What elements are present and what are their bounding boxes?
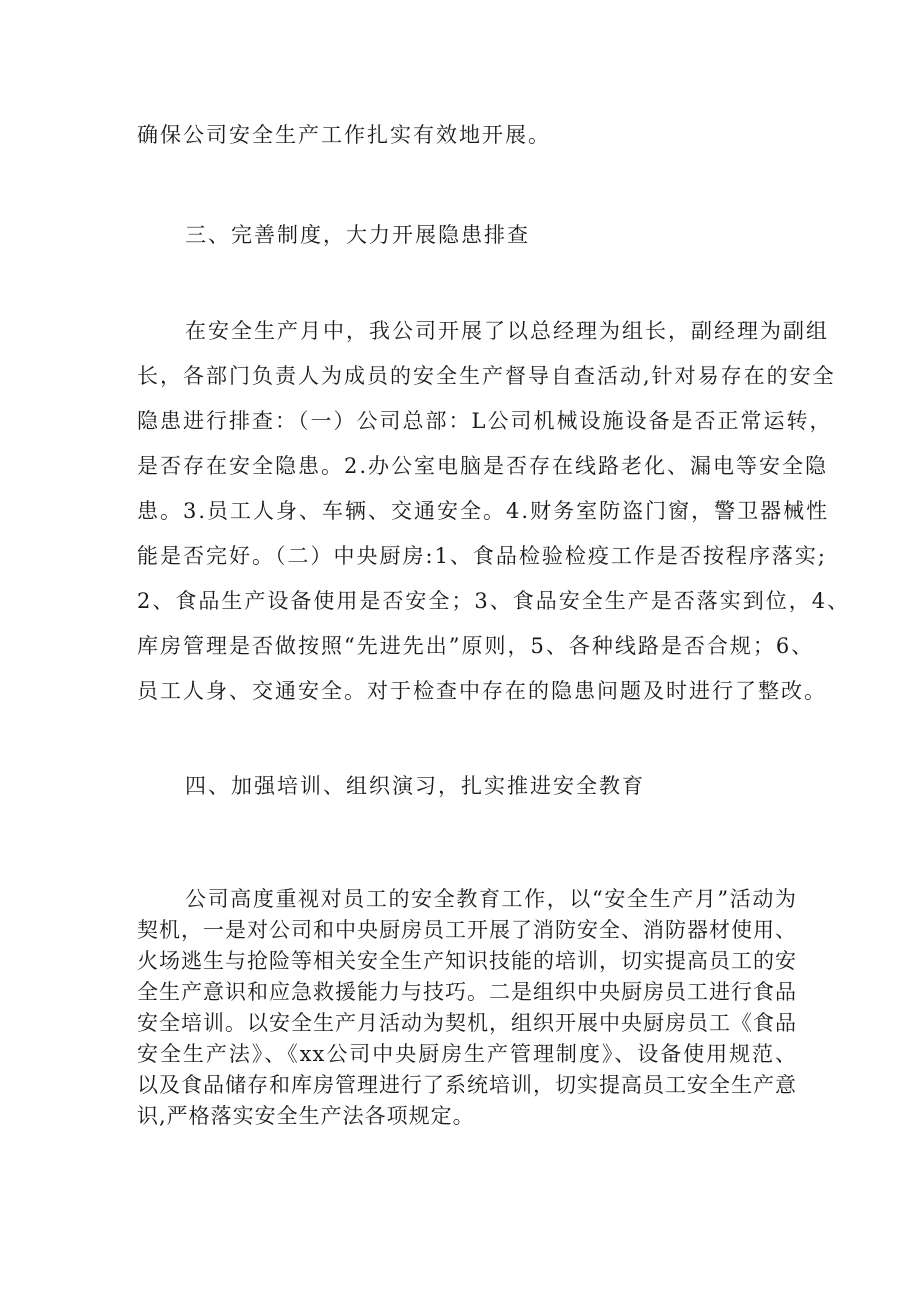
paragraph-line: 契机，一是对公司和中央厨房员工开展了消防安全、消防器材使用、 [137, 918, 797, 942]
paragraph-line: 2、食品生产设备使用是否安全；3、食品安全生产是否落实到位，4、 [137, 589, 851, 613]
intro-line: 确保公司安全生产工作扎实有效地开展。 [137, 123, 551, 147]
paragraph-line: 隐患进行排查：（一）公司总部：L公司机械设施设备是否正常运转， [137, 409, 833, 433]
section-3-heading: 三、完善制度，大力开展隐患排查 [185, 223, 530, 247]
paragraph-line: 能是否完好。（二）中央厨房:1、食品检验检疫工作是否按程序落实; [137, 544, 828, 568]
paragraph-line: 识,严格落实安全生产法各项规定。 [137, 1104, 475, 1128]
paragraph-line: 是否存在安全隐患。2.办公室电脑是否存在线路老化、漏电等安全隐 [137, 454, 829, 478]
paragraph-line: 以及食品储存和库房管理进行了系统培训，切实提高员工安全生产意 [137, 1073, 797, 1097]
paragraph-line: 公司高度重视对员工的安全教育工作，以“安全生产月”活动为 [185, 887, 797, 911]
paragraph-line: 库房管理是否做按照“先进先出”原则，5、各种线路是否合规；6、 [137, 634, 815, 658]
paragraph-line: 患。3.员工人身、车辆、交通安全。4.财务室防盗门窗，警卫器械性 [137, 499, 830, 523]
paragraph-line: 安全培训。以安全生产月活动为契机，组织开展中央厨房员工《食品 [137, 1011, 797, 1035]
paragraph-line: 火场逃生与抢险等相关安全生产知识技能的培训，切实提高员工的安 [137, 949, 797, 973]
paragraph-line: 员工人身、交通安全。对于检查中存在的隐患问题及时进行了整改。 [137, 679, 827, 703]
paragraph-line: 安全生产法》、《xx公司中央厨房生产管理制度》、设备使用规范、 [137, 1042, 797, 1066]
paragraph-line: 在安全生产月中，我公司开展了以总经理为组长，副经理为副组 [185, 319, 829, 343]
section-4-heading: 四、加强培训、组织演习，扎实推进安全教育 [185, 774, 645, 798]
paragraph-line: 全生产意识和应急救援能力与技巧。二是组织中央厨房员工进行食品 [137, 980, 797, 1004]
paragraph-line: 长，各部门负责人为成员的安全生产督导自查活动,针对易存在的安全 [137, 364, 836, 388]
